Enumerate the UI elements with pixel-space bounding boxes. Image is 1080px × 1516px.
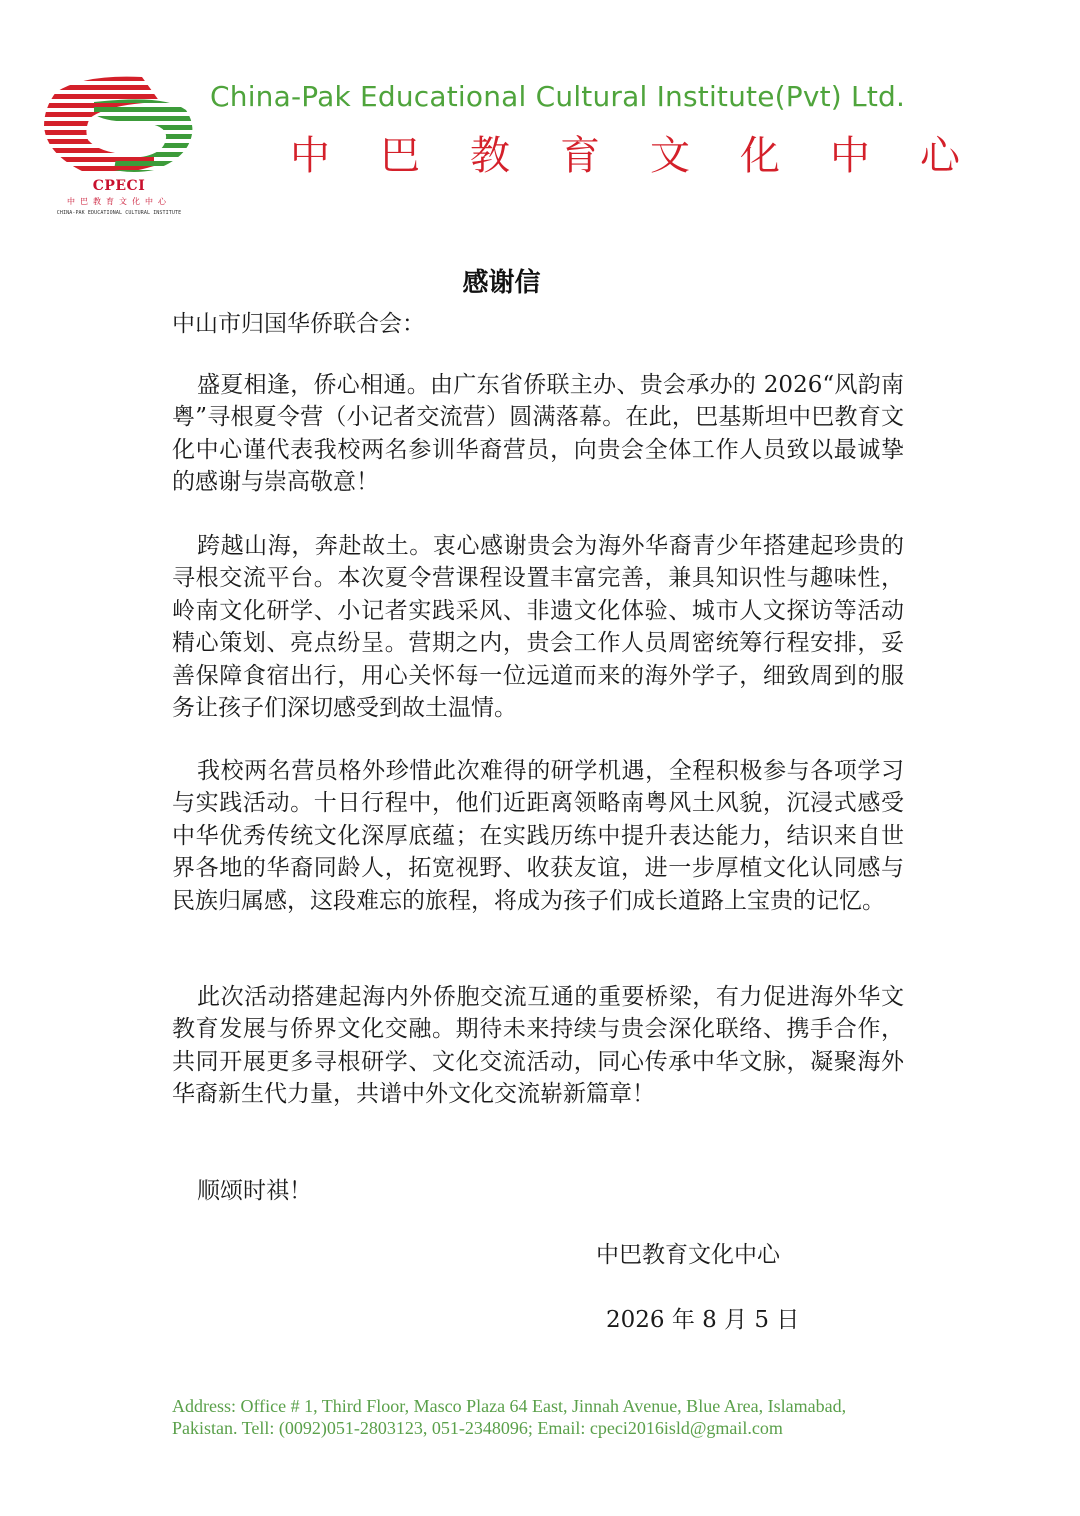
closing-greeting: 顺颂时祺！	[197, 1178, 312, 1204]
letter-title: 感谢信	[462, 268, 541, 298]
organization-name-chinese	[290, 124, 960, 181]
letter-paragraph-3: 我校两名营员格外珍惜此次难得的研学机遇，全程积极参与各项学习与实践活动。十日行程中，他们近距离领略南粤风土风貌，沉浸式感受中华优秀传统文化深厚底蕴；在实践历练中提升表达能力，结识来自世界各地的华裔同龄人，拓宽视野、收获友谊，进一步厚植文化认同感与民族归属感，这段难忘的旅程，将成为孩子们成长道路上宝贵的记忆。	[172, 758, 904, 914]
letter-date: 2026 年 8 月 5 日	[606, 1307, 800, 1333]
footer-address	[172, 1395, 932, 1439]
cpeci-logo-mark	[44, 74, 194, 178]
organization-name-chinese-char: 心	[920, 133, 960, 179]
letter-paragraph-1: 盛夏相逢，侨心相通。由广东省侨联主办、贵会承办的 2026“风韵南粤”寻根夏令营（小记者交流营）圆满落幕。在此，巴基斯坦中巴教育文化中心谨代表我校两名参训华裔营员，向贵会全体工作人员致以最诚挚的感谢与崇高敬意！	[172, 372, 904, 496]
footer-address-line-1: Address: Office # 1, Third Floor, Masco Plaza 64 East, Jinnah Avenue, Blue Area, Islamabad,	[172, 1396, 847, 1416]
logo-abbreviation: CPECI	[92, 178, 146, 194]
organization-name-chinese-char: 教	[470, 133, 510, 179]
logo-chinese-name: 中巴教育文化中心	[67, 197, 171, 206]
organization-name-english: China-Pak Educational Cultural Institute(Pvt) Ltd.	[210, 80, 906, 113]
signature: 中巴教育文化中心	[596, 1242, 780, 1268]
organization-name-chinese-char: 文	[650, 133, 690, 179]
logo-english-name: CHINA-PAK EDUCATIONAL CULTURAL INSTITUTE	[56, 210, 182, 216]
organization-name-chinese-char: 中	[290, 133, 330, 179]
footer-address-line-2: Pakistan. Tell: (0092)051-2803123, 051-2348096; Email: cpeci2016isld@gmail.com	[172, 1418, 783, 1438]
letter-paragraph-4: 此次活动搭建起海内外侨胞交流互通的重要桥梁，有力促进海外华文教育发展与侨界文化交融。期待未来持续与贵会深化联络、携手合作，共同开展更多寻根研学、文化交流活动，同心传承中华文脉，凝聚海外华裔新生代力量，共谱中外文化交流崭新篇章！	[172, 984, 904, 1108]
letter-paragraph-2: 跨越山海，奔赴故土。衷心感谢贵会为海外华裔青少年搭建起珍贵的寻根交流平台。本次夏令营课程设置丰富完善，兼具知识性与趣味性，岭南文化研学、小记者实践采风、非遗文化体验、城市人文探访等活动精心策划、亮点纷呈。营期之内，贵会工作人员周密统筹行程安排，妥善保障食宿出行，用心关怀每一位远道而来的海外学子，细致周到的服务让孩子们深切感受到故土温情。	[172, 533, 904, 722]
salutation: 中山市归国华侨联合会：	[172, 311, 425, 337]
organization-name-chinese-char: 中	[830, 133, 870, 179]
letterhead	[0, 0, 1080, 230]
organization-name-chinese-char: 育	[560, 133, 600, 179]
organization-name-chinese-char: 化	[740, 133, 780, 179]
cpeci-logo	[44, 74, 194, 224]
organization-name-chinese-char: 巴	[380, 133, 420, 179]
